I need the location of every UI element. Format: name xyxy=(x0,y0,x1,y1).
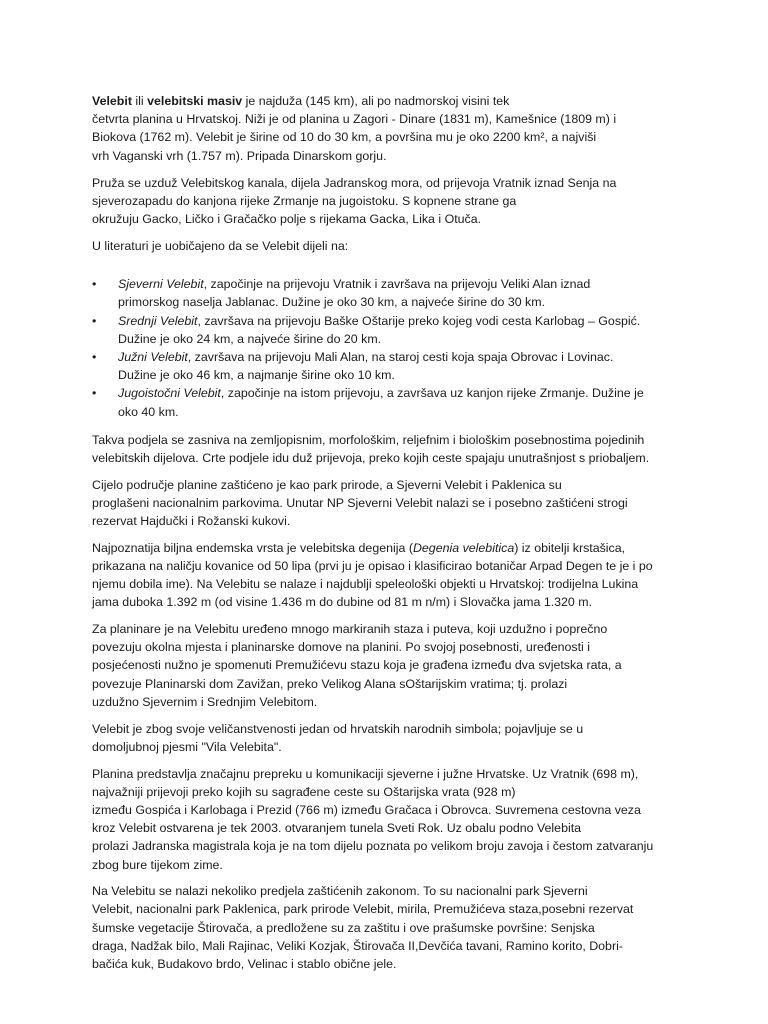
roads-line-2: najvažniji prijevoji preko kojih su sagrađene ceste su Oštarijska vrata (928 m) xyxy=(92,784,516,799)
region-desc-line-2: primorskog naselja Jablanac. Dužine je oko 30 km, a najveće širine do 30 km. xyxy=(118,295,546,310)
term-velebitski-masiv: velebitski masiv xyxy=(147,94,243,108)
endemic-line-2: prikazana na naličju kovanice od 50 lipa (prvi ju je opisao i klasificirao botaničar Arpad Degen te je i po xyxy=(92,558,653,573)
bullet-icon: • xyxy=(92,313,97,328)
conj-text: ili xyxy=(131,94,148,108)
list-item xyxy=(92,275,676,311)
species-name: Degenia velebitica xyxy=(412,540,515,555)
symbol-line-1: Velebit je zbog svoje veličanstvenosti jedan od hrvatskih narodnih simbola; pojavljuje se u xyxy=(92,721,584,736)
endemic-line-3: njemu dobila ime). Na Velebitu se nalaze i najdublji speleološki objekti u Hrvatskoj: trodijelna Lukina xyxy=(92,577,639,592)
roads-line-5: prolazi Jadranska magistrala koja je na tom dijelu poznata po velikom broju zavoja i čestom zatvaranju xyxy=(92,839,654,854)
basis-line-2: velebitskih dijelova. Crte podjele idu duž prijevoja, preko kojih ceste spajaju unutrašnjost s priobaljem. xyxy=(92,450,650,465)
paragraph-endemic xyxy=(92,539,676,612)
intro-line-2: četvrta planina u Hrvatskoj. Niži je od planina u Zagori - Dinare (1831 m), Kamešnice (1809 m) i xyxy=(92,112,617,127)
document-page xyxy=(92,92,676,982)
intro-line-4: vrh Vaganski vrh (1.757 m). Pripada Dinarskom gorju. xyxy=(92,148,387,163)
region-desc-line-1: , završava na prijevoju Baške Oštarije preko kojeg vodi cesta Karlobag – Gospić. xyxy=(197,313,641,328)
region-desc-line-1: , započinje na prijevoju Vratnik i završava na prijevoju Veliki Alan iznad xyxy=(203,277,591,292)
paragraph-extent xyxy=(92,174,676,229)
protected-line-1: Na Velebitu se nalazi nekoliko predjela zaštićenih zakonom. To su nacionalni park Sjeverni xyxy=(92,884,588,899)
protection-line-1: Cijelo područje planine zaštićeno je kao park prirode, a Sjeverni Velebit i Paklenica su xyxy=(92,477,562,492)
extent-line-1: Pruža se uzduž Velebitskog kanala, dijela Jadranskog mora, od prijevoja Vratnik iznad Senja na xyxy=(92,175,617,190)
endemic-line-1-a: Najpoznatija biljna endemska vrsta je velebitska degenija ( xyxy=(92,540,413,555)
paragraph-protection xyxy=(92,476,676,531)
region-desc-line-1: , završava na prijevoju Mali Alan, na staroj cesti koja spaja Obrovac i Lovinac. xyxy=(187,349,614,364)
intro-line-3: Biokova (1762 m). Velebit je širine od 10 do 30 km, a površina mu je oko 2200 km², a najviši xyxy=(92,130,597,145)
basis-line-1: Takva podjela se zasniva na zemljopisnim, morfološkim, reljefnim i biološkim posebnostima pojedinih xyxy=(92,432,645,447)
symbol-line-2: domoljubnoj pjesmi "Vila Velebita". xyxy=(92,739,282,754)
endemic-line-1 xyxy=(92,539,676,557)
protected-line-5: bačića kuk, Budakovo brdo, Velinac i stablo obične jele. xyxy=(92,957,397,972)
hiking-line-3: posjećenosti nužno je spomenuti Premužićevu stazu koja je građena između dva svjetska rata, a xyxy=(92,658,622,673)
region-desc-line-1: , započinje na istom prijevoju, a završava uz kanjon rijeke Zrmanje. Dužine je xyxy=(220,386,644,401)
protected-line-2: Velebit, nacionalni park Paklenica, park prirode Velebit, mirila, Premužićeva staza,posebni rezervat xyxy=(92,902,634,917)
roads-line-3: između Gospića i Karlobaga i Prezid (766 m) između Gračaca i Obrovca. Suvremena cestovna veza xyxy=(92,802,641,817)
region-name: Južni Velebit xyxy=(118,349,188,364)
intro-line-1: je najduža (145 km), ali po nadmorskoj visini tek xyxy=(242,94,510,108)
endemic-line-4: jama duboka 1.392 m (od visine 1.436 m do dubine od 81 m n/m) i Slovačka jama 1.320 m. xyxy=(92,595,593,610)
bullet-icon: • xyxy=(92,386,97,401)
region-name: Sjeverni Velebit xyxy=(118,277,204,292)
hiking-line-5: uzdužno Sjevernim i Srednjim Velebitom. xyxy=(92,694,318,709)
paragraph-division-basis xyxy=(92,431,676,467)
paragraph-symbol xyxy=(92,720,676,756)
paragraph-division-lead: U literaturi je uobičajeno da se Velebit dijeli na: xyxy=(92,238,349,253)
protected-line-3: šumske vegetacije Štirovača, a predložene su za zaštitu i ove prašumske površine: Senjska xyxy=(92,920,595,935)
hiking-line-1: Za planinare je na Velebitu uređeno mnogo markiranih staza i puteva, koji uzdužno i poprečno xyxy=(92,622,608,637)
bullet-icon: • xyxy=(92,277,97,292)
hiking-line-4: povezuje Planinarski dom Zavižan, preko Velikog Alana sOštarijskim vratima; tj. prolazi xyxy=(92,676,568,691)
list-item xyxy=(92,348,676,384)
paragraph-hiking xyxy=(92,620,676,711)
bullet-icon: • xyxy=(92,349,97,364)
list-item xyxy=(92,384,676,420)
roads-line-1: Planina predstavlja značajnu prepreku u komunikaciji sjeverne i južne Hrvatske. Uz Vratnik (698 m), xyxy=(92,766,639,781)
protection-line-3: rezervat Hajdučki i Rožanski kukovi. xyxy=(92,514,291,529)
roads-line-6: zbog bure tijekom zime. xyxy=(92,857,223,872)
region-desc-line-2: Dužine je oko 46 km, a najmanje širine oko 10 km. xyxy=(118,368,395,383)
protection-line-2: proglašeni nacionalnim parkovima. Unutar NP Sjeverni Velebit nalazi se i posebno zaštićeni strogi xyxy=(92,495,628,510)
endemic-line-1-b: ) iz obitelji krstašica, xyxy=(514,540,626,555)
region-desc-line-2: oko 40 km. xyxy=(118,404,179,419)
term-velebit: Velebit xyxy=(92,94,132,108)
extent-line-2: sjeverozapadu do kanjona rijeke Zrmanje na jugoistoku. S kopnene strane ga xyxy=(92,194,517,209)
hiking-line-2: povezuju okolna mjesta i planinarske domove na planini. Po svojoj posebnosti, uređenosti i xyxy=(92,640,590,655)
region-name: Srednji Velebit xyxy=(118,313,198,328)
list-item xyxy=(92,312,676,348)
paragraph-roads xyxy=(92,765,676,874)
roads-line-4: kroz Velebit ostvarena je tek 2003. otvaranjem tunela Sveti Rok. Uz obalu podno Velebita xyxy=(92,821,582,836)
extent-line-3: okružuju Gacko, Ličko i Gračačko polje s rijekama Gacka, Lika i Otuča. xyxy=(92,212,482,227)
paragraph-intro xyxy=(92,92,676,165)
region-list xyxy=(92,275,676,421)
paragraph-protected-areas xyxy=(92,882,676,973)
region-name: Jugoistočni Velebit xyxy=(118,386,221,401)
region-desc-line-2: Dužine je oko 24 km, a najveće širine do 20 km. xyxy=(118,331,382,346)
protected-line-4: draga, Nadžak bilo, Mali Rajinac, Veliki Kozjak, Štirovača II,Devčića tavani, Ramino korito, Dobri- xyxy=(92,938,623,953)
